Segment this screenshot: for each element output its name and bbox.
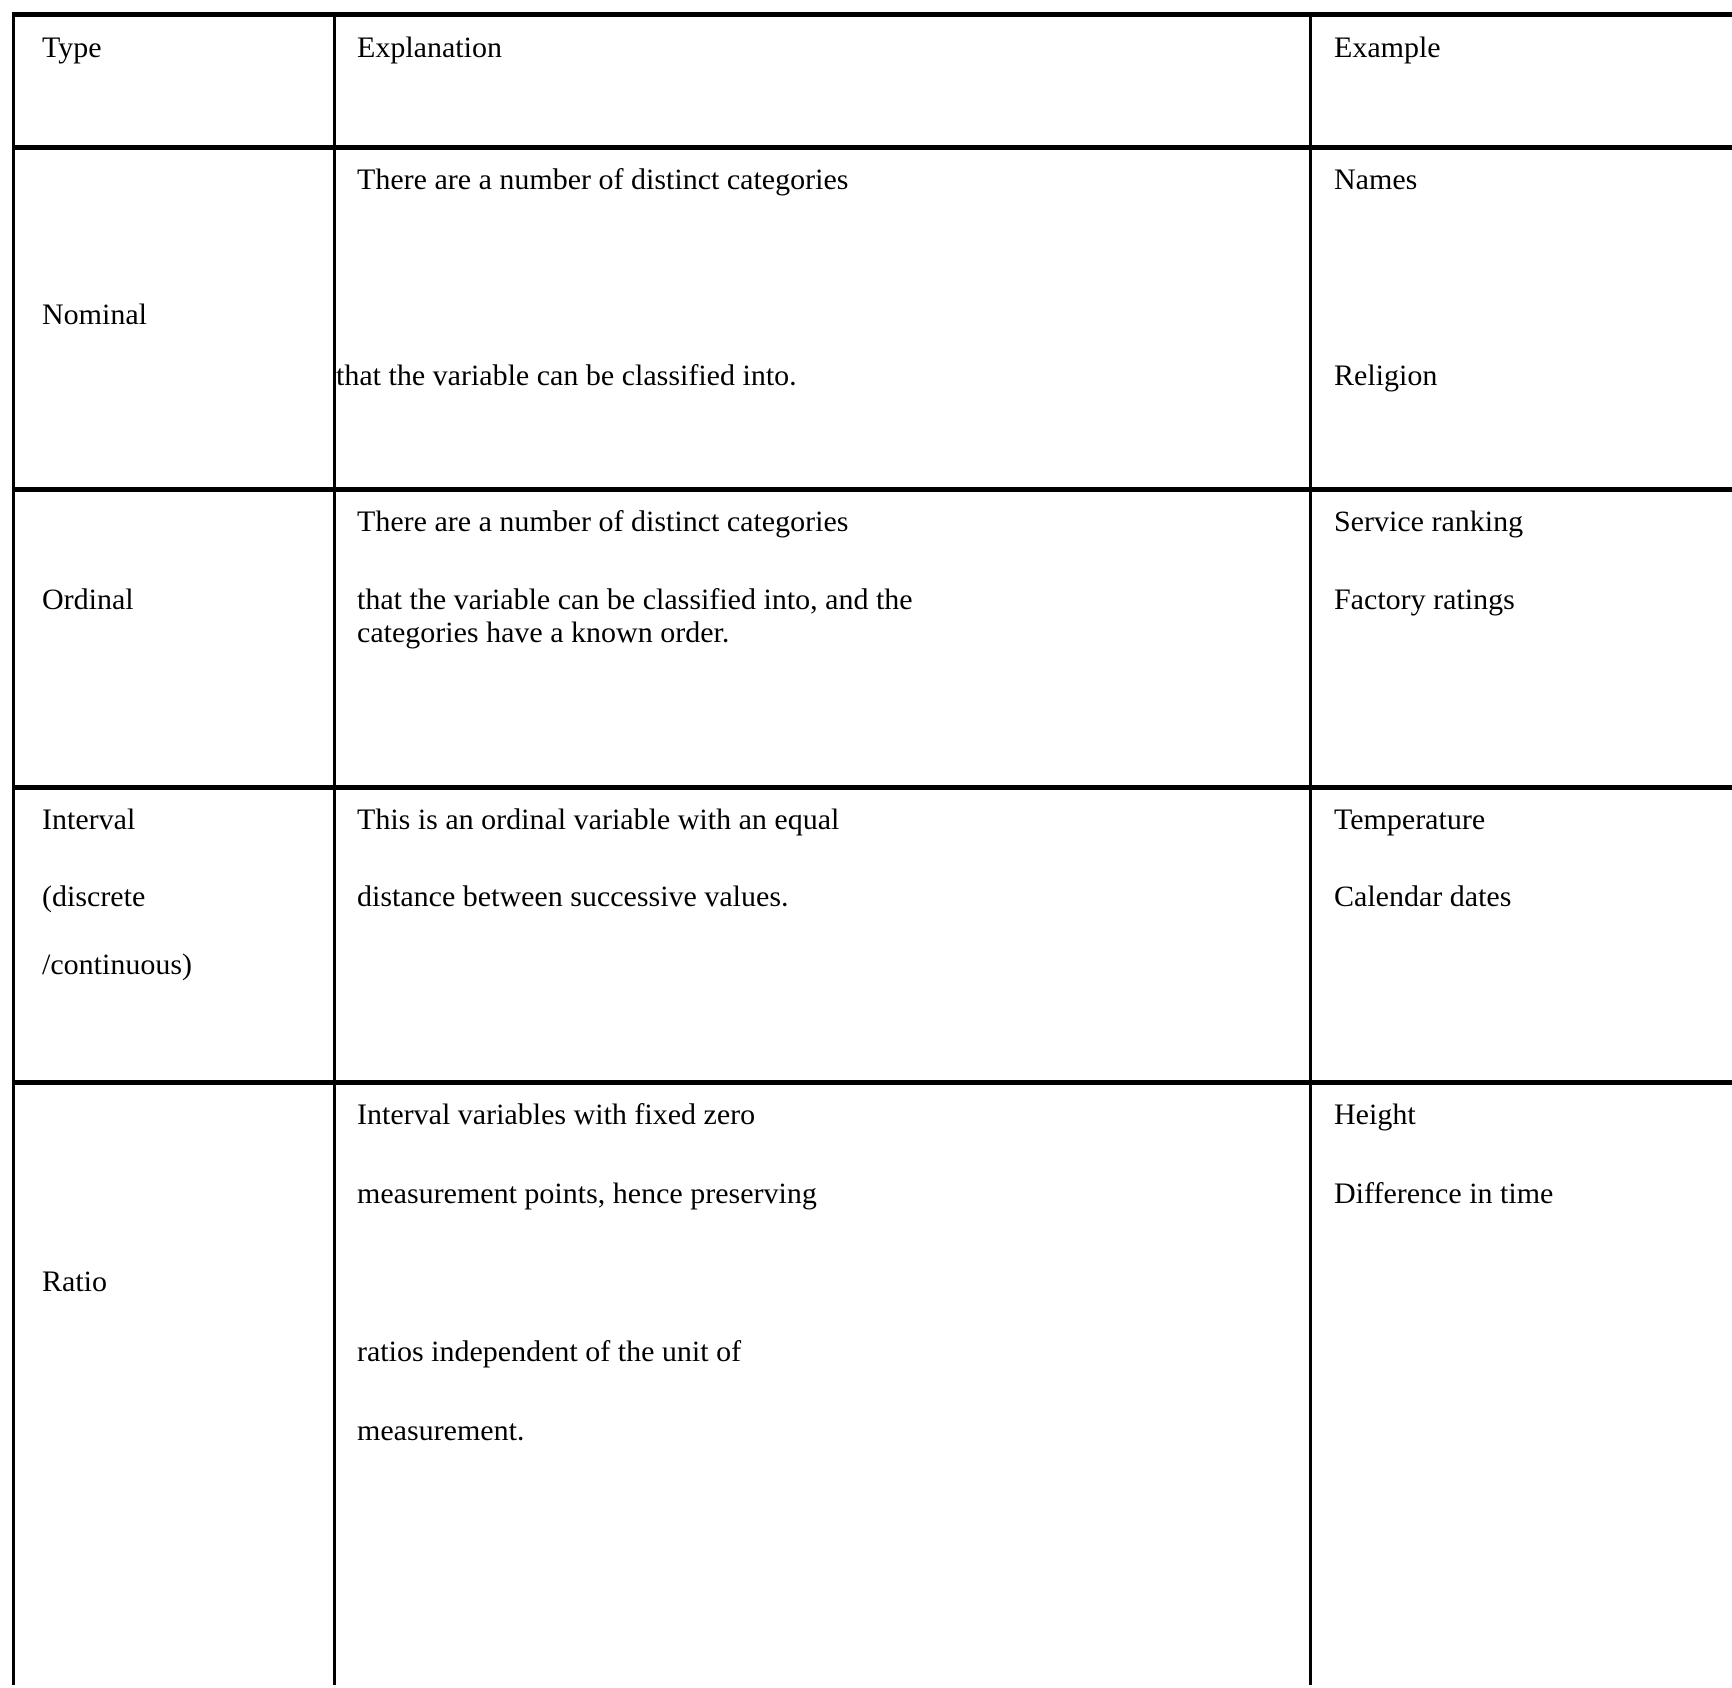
column-header-type: Type [42, 31, 102, 64]
example-line-2: Factory ratings [1334, 583, 1515, 616]
example-line-1: Temperature [1334, 803, 1486, 836]
example-line-1: Service ranking [1334, 505, 1524, 538]
cell-example-nominal [1311, 148, 1732, 490]
explanation-line-2: that the variable can be classified into. [336, 359, 797, 392]
column-header-example: Example [1334, 31, 1441, 64]
cell-example-interval [1311, 788, 1732, 1083]
explanation-line-2: measurement points, hence preserving [357, 1177, 817, 1210]
table-header-row [14, 15, 1732, 148]
row-type-label-line-3: /continuous) [42, 948, 192, 981]
table-row [14, 1083, 1732, 1686]
explanation-line-1: Interval variables with fixed zero [357, 1098, 756, 1131]
cell-explanation-nominal [335, 148, 1311, 490]
example-line-2: Calendar dates [1334, 880, 1512, 913]
cell-explanation-ordinal [335, 490, 1311, 788]
explanation-line-1: There are a number of distinct categories [357, 505, 849, 538]
row-type-label-line-2: (discrete [42, 880, 146, 913]
explanation-line-3: categories have a known order. [357, 616, 730, 649]
header-cell-explanation [335, 15, 1311, 148]
table-row [14, 490, 1732, 788]
example-line-2: Difference in time [1334, 1177, 1554, 1210]
cell-type-ratio [14, 1083, 335, 1686]
cell-type-ordinal [14, 490, 335, 788]
explanation-line-2: distance between successive values. [357, 880, 789, 913]
example-line-1: Names [1334, 163, 1418, 196]
row-type-label: Ratio [42, 1265, 107, 1298]
explanation-line-2: that the variable can be classified into, and the [357, 583, 913, 616]
column-header-explanation: Explanation [357, 31, 502, 64]
cell-type-nominal [14, 148, 335, 490]
table-row [14, 788, 1732, 1083]
variable-types-table [12, 12, 1732, 1685]
cell-example-ratio [1311, 1083, 1732, 1686]
row-type-label: Nominal [42, 298, 147, 331]
table-row [14, 148, 1732, 490]
explanation-line-1: This is an ordinal variable with an equal [357, 803, 840, 836]
example-line-2: Religion [1334, 359, 1438, 392]
explanation-line-1: There are a number of distinct categories [357, 163, 849, 196]
cell-example-ordinal [1311, 490, 1732, 788]
header-cell-type [14, 15, 335, 148]
explanation-line-3: ratios independent of the unit of [357, 1335, 742, 1368]
explanation-line-4: measurement. [357, 1414, 525, 1447]
cell-explanation-ratio [335, 1083, 1311, 1686]
row-type-label: Ordinal [42, 583, 134, 616]
cell-explanation-interval [335, 788, 1311, 1083]
row-type-label-line-1: Interval [42, 803, 136, 836]
cell-type-interval [14, 788, 335, 1083]
header-cell-example [1311, 15, 1732, 148]
example-line-1: Height [1334, 1098, 1416, 1131]
